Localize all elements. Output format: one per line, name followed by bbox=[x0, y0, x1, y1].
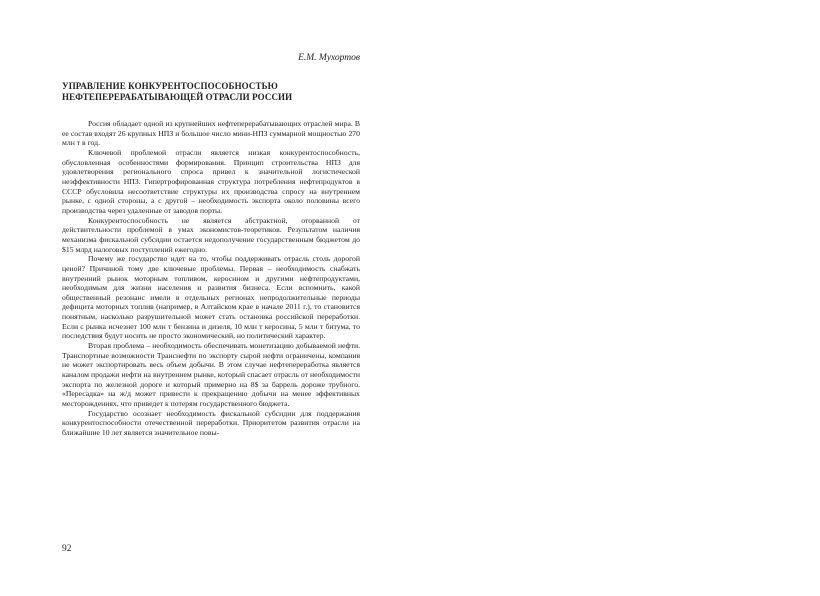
paragraph: Россия обладает одной из крупнейших нефтеперерабатывающих отраслей мира. В ее состав входят 26 крупных НПЗ и большое число мини-НПЗ суммарной мощностью 270 млн т в год. bbox=[62, 119, 360, 148]
paragraph: Конкурентоспособность не является абстрактной, оторванной от действительности проблемой в умах экономистов-теоретиков. Результатом наличия механизма фискальной субсидии остается недополучение государственным бюджетом до $15 млрд налоговых поступлений ежегодно. bbox=[62, 215, 360, 254]
article-title-line-1: УПРАВЛЕНИЕ КОНКУРЕНТОСПОСОБНОСТЬЮ bbox=[62, 81, 278, 91]
page-number: 92 bbox=[62, 544, 72, 554]
paragraph: Почему же государство идет на то, чтобы поддерживать отрасль столь дорогой ценой? Причиной тому две ключевые проблемы. Первая – необходимость снабжать внутренний рынок моторным топливом, керосином и другими нефтепродуктами, необходимым для жизни населения и развития бизнеса. Если вспомнить, какой общественный резонанс имели в отдельных регионах непродолжительные периоды дефицита моторных топлив (например, в Алтайском крае в начале 2011 г.), то становится понятным, насколько разрушительной может стать остановка российской переработки. Если с рынка исчезнет 100 млн т бензина и дизеля, 10 млн т керосина, 5 млн т битума, то последствия будут носить не просто экономический, но политический характер. bbox=[62, 254, 360, 341]
paragraph: Вторая проблема – необходимость обеспечивать монетизацию добываемой нефти. Транспортные возможности Транснефти по экспорту сырой нефти ограничены, компания не может экспортировать весь объем добычи. В этом случае нефтепереработка является каналом продажи нефти на внутреннем рынке, который спасает отрасль от необходимости экспорта по железной дороге и который примерно на 8$ за баррель дороже трубного. «Пересадка» на ж/д может привести к прекращению добычи на менее эффективных месторождениях, что приведет к потерям государственного бюджета. bbox=[62, 341, 360, 409]
running-header-author: Е.М. Мухортов bbox=[298, 53, 360, 63]
book-page bbox=[62, 52, 360, 438]
paragraph: Государство осознает необходимость фискальной субсидии для поддержания конкурентоспособности отечественной переработки. Приоритетом развития отрасли на ближайшие 10 лет является значительное повы- bbox=[62, 408, 360, 437]
article-body bbox=[62, 119, 360, 438]
article-title-line-2: НЕФТЕПЕРЕРАБАТЫВАЮЩЕЙ ОТРАСЛИ РОССИИ bbox=[62, 91, 293, 102]
article-title bbox=[62, 81, 360, 102]
paragraph: Ключевой проблемой отрасли является низкая конкурентоспособность, обусловленная особенностями формирования. Принцип строительства НПЗ для удовлетворения регионального спроса привел к значительной логистической неэффективности НПЗ. Гипертрофированная структура потребления нефтепродуктов в СССР обусловила несоответствие структуры их производства спросу на внутреннем рынке, с одной стороны, а с другой – необходимость экспорта около половины всего производства через удаленные от заводов порты. bbox=[62, 147, 360, 215]
